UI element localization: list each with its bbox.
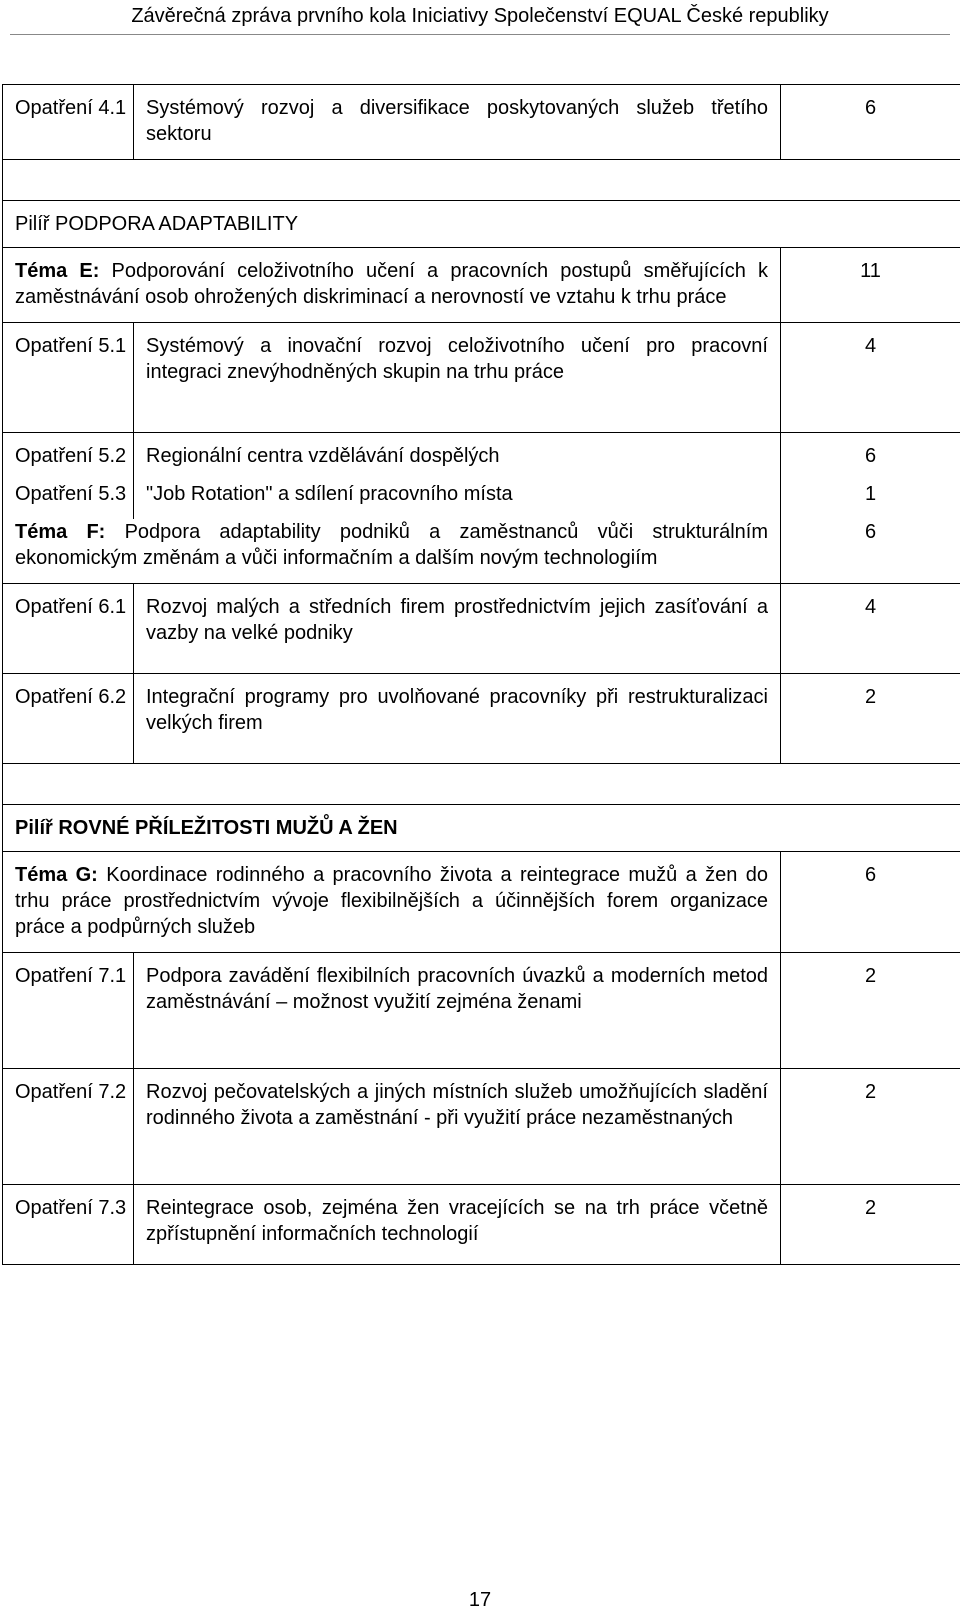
measure-label: Opatření 5.3 (3, 481, 134, 519)
table-row-theme-e (3, 248, 960, 323)
running-header: Závěrečná zpráva prvního kola Iniciativy Společenství EQUAL České republiky (131, 5, 829, 27)
pillar-heading (3, 805, 960, 852)
theme-text: Podpora adaptability podniků a zaměstnanců vůči strukturálním ekonomickým změnám a vůči informačním a dalším novým technologiím (15, 521, 768, 569)
project-count: 6 (781, 433, 960, 482)
pillar-row-equal-opportunities (3, 805, 960, 852)
table-row-measure-6-2 (3, 674, 960, 764)
table-row-measure-7-1 (3, 953, 960, 1069)
page-number: 17 (468, 1589, 492, 1611)
table-row-measure-7-2 (3, 1069, 960, 1185)
measures-table (2, 84, 960, 1265)
measure-label: Opatření 7.1 (3, 953, 134, 1069)
measure-label: Opatření 5.2 (3, 433, 134, 482)
pillar-row-adaptability (3, 201, 960, 248)
pillar-prefix: Pilíř (15, 817, 59, 839)
theme-text: Koordinace rodinného a pracovního života a reintegrace mužů a žen do trhu práce prostřednictvím vývoje flexibilnějších a účinnějších forem organizace práce a podpůrných služeb (15, 864, 768, 938)
project-count: 6 (781, 852, 960, 953)
project-count: 2 (781, 674, 960, 764)
table-row-measure-5-2 (3, 433, 960, 482)
measure-label: Opatření 7.3 (3, 1185, 134, 1265)
table-row-measure-5-1 (3, 323, 960, 433)
measure-text: Rozvoj pečovatelských a jiných místních služeb umožňujících sladění rodinného života a zaměstnání - při využití práce nezaměstnaných (134, 1069, 781, 1185)
table-spacer-row (3, 764, 960, 805)
measure-label: Opatření 6.2 (3, 674, 134, 764)
measure-text: Reintegrace osob, zejména žen vracejících se na trh práce včetně zpřístupnění informačních technologií (134, 1185, 781, 1265)
table-row-measure-7-3 (3, 1185, 960, 1265)
header-rule (10, 34, 950, 35)
theme-cell (3, 248, 781, 323)
project-count: 6 (781, 519, 960, 584)
project-count: 4 (781, 323, 960, 433)
pillar-prefix: Pilíř (15, 213, 55, 235)
measure-text: "Job Rotation" a sdílení pracovního místa (134, 481, 781, 519)
measure-text: Systémový rozvoj a diversifikace poskytovaných služeb třetího sektoru (134, 85, 781, 160)
measure-text: Rozvoj malých a středních firem prostřednictvím jejich zasíťování a vazby na velké podniky (134, 584, 781, 674)
measure-label: Opatření 4.1 (3, 85, 134, 160)
project-count: 6 (781, 85, 960, 160)
theme-text: Podporování celoživotního učení a pracovních postupů směřujících k zaměstnávání osob ohrožených diskriminací a nerovností ve vztahu k trhu práce (15, 260, 768, 308)
measure-text: Systémový a inovační rozvoj celoživotního učení pro pracovní integraci znevýhodněných skupin na trhu práce (134, 323, 781, 433)
measure-text: Regionální centra vzdělávání dospělých (134, 433, 781, 482)
table-row-theme-f (3, 519, 960, 584)
pillar-heading (3, 201, 960, 248)
project-count: 2 (781, 1069, 960, 1185)
table-spacer-row (3, 160, 960, 201)
theme-label: Téma E: (15, 260, 100, 282)
project-count: 1 (781, 481, 960, 519)
measure-label: Opatření 6.1 (3, 584, 134, 674)
project-count: 4 (781, 584, 960, 674)
table-row-theme-g (3, 852, 960, 953)
theme-cell (3, 519, 781, 584)
measure-label: Opatření 7.2 (3, 1069, 134, 1185)
project-count: 11 (781, 248, 960, 323)
measure-text: Integrační programy pro uvolňované pracovníky při restrukturalizaci velkých firem (134, 674, 781, 764)
theme-cell (3, 852, 781, 953)
project-count: 2 (781, 1185, 960, 1265)
theme-label: Téma G: (15, 864, 98, 886)
measure-label: Opatření 5.1 (3, 323, 134, 433)
pillar-title: ROVNÉ PŘÍLEŽITOSTI MUŽŮ A ŽEN (58, 817, 398, 839)
table-row-measure-6-1 (3, 584, 960, 674)
measure-text: Podpora zavádění flexibilních pracovních úvazků a moderních metod zaměstnávání – možnost využití zejména ženami (134, 953, 781, 1069)
pillar-title: PODPORA ADAPTABILITY (55, 213, 299, 235)
theme-label: Téma F: (15, 521, 106, 543)
project-count: 2 (781, 953, 960, 1069)
table-row-measure-5-3 (3, 481, 960, 519)
table-row-measure-4-1 (3, 85, 960, 160)
